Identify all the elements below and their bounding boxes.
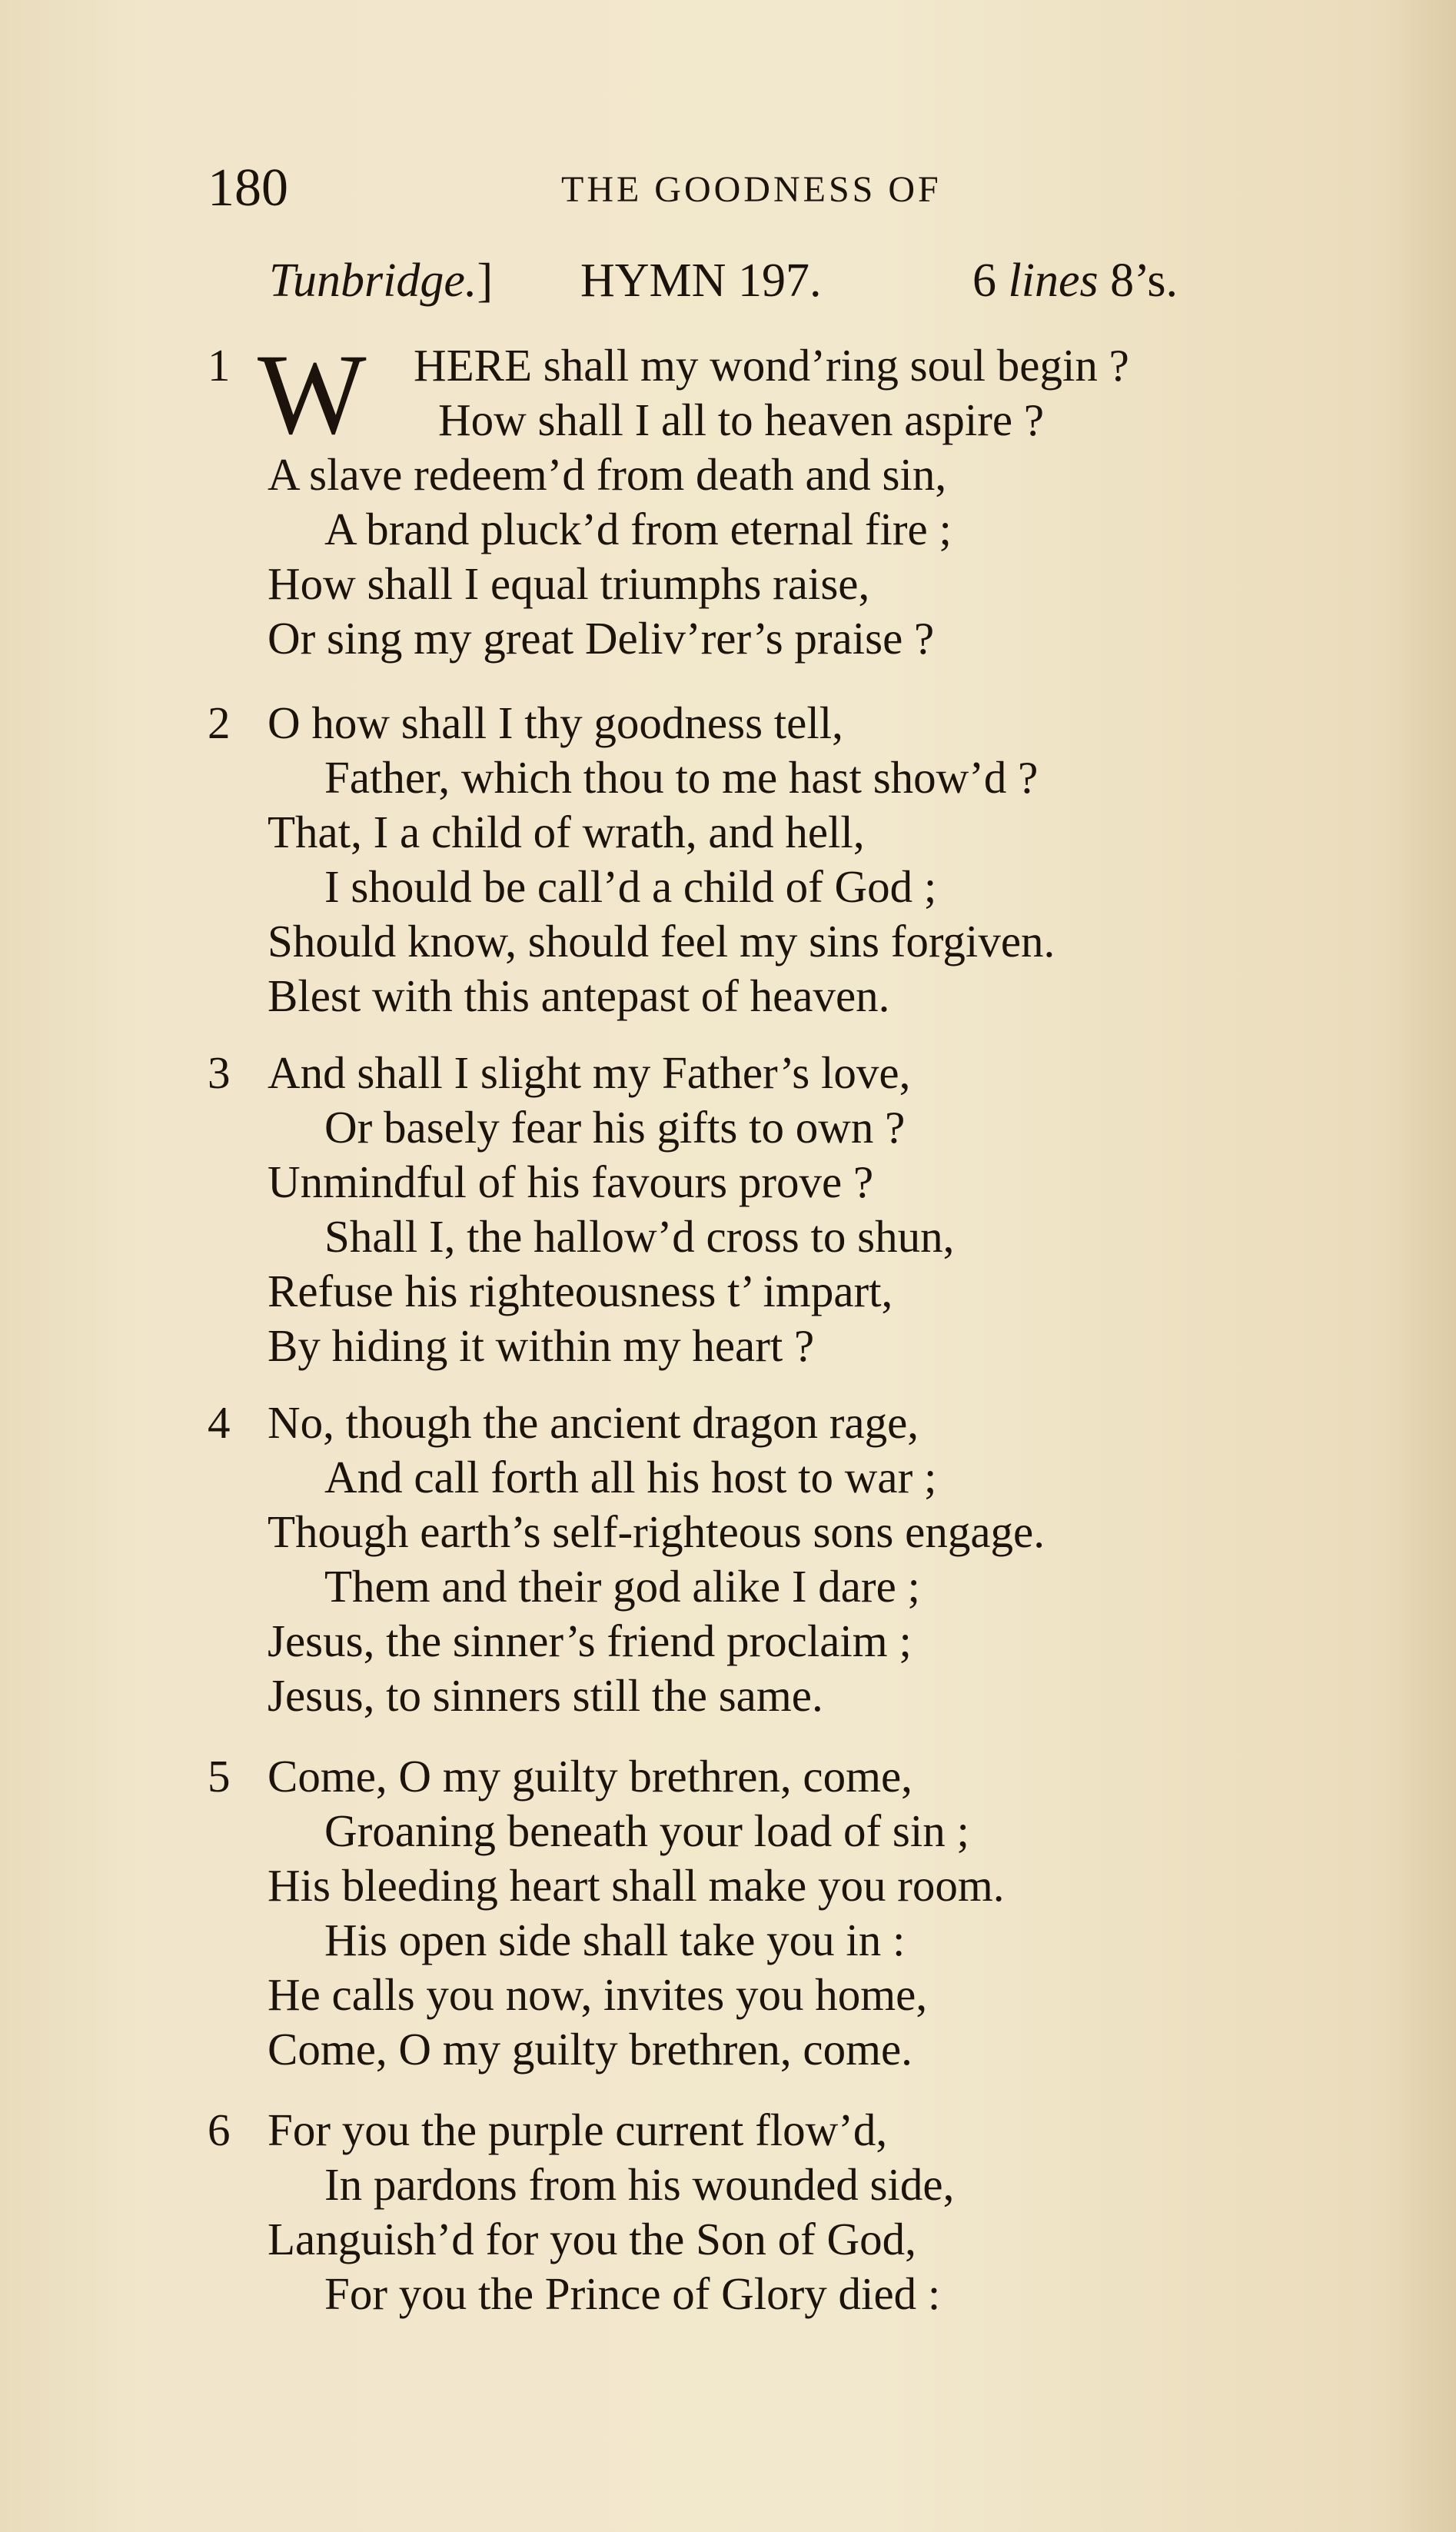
verse-line: His open side shall take you in :	[324, 1915, 906, 1965]
verse-line: Jesus, the sinner’s friend proclaim ;	[268, 1615, 912, 1666]
verse-line: I should be call’d a child of God ;	[324, 861, 937, 912]
drop-cap: W	[258, 331, 367, 458]
verse-line: Blest with this antepast of heaven.	[268, 970, 890, 1021]
verse-line: His bleeding heart shall make you room.	[268, 1860, 1005, 1911]
verse-line: How shall I equal triumphs raise,	[268, 558, 870, 609]
stanza-number: 3	[208, 1047, 231, 1098]
page-number: 180	[208, 158, 288, 218]
verse-line: A slave redeem’d from death and sin,	[268, 449, 947, 500]
verse-line: 1 W HERE shall my wond’ring soul begin ?	[208, 331, 1129, 458]
stanza-number: 1	[208, 340, 231, 391]
running-head: THE GOODNESS OF	[561, 169, 942, 210]
verse-line: 2 O how shall I thy goodness tell,	[208, 696, 1361, 750]
stanza-number: 5	[208, 1751, 231, 1802]
verse-line: That, I a child of wrath, and hell,	[268, 807, 865, 857]
verse-line: Or basely fear his gifts to own ?	[324, 1102, 906, 1153]
verse-line: Languish’d for you the Son of God,	[268, 2214, 916, 2264]
hymn-title: HYMN 197.	[580, 255, 822, 307]
stanza-6	[208, 2103, 1361, 2321]
verse-line: Unmindful of his favours prove ?	[268, 1156, 874, 1207]
verse-line: How shall I all to heaven aspire ?	[438, 394, 1045, 445]
verse-line: For you the Prince of Glory died :	[324, 2268, 941, 2319]
stanza-4	[208, 1396, 1361, 1723]
verse-line: Come, O my guilty brethren, come.	[268, 2024, 912, 2075]
stanza-number: 6	[208, 2104, 231, 2155]
verse-line: Them and their god alike I dare ;	[324, 1561, 920, 1612]
tune-name: Tunbridge.]	[269, 255, 494, 307]
stanza-3	[208, 1046, 1361, 1373]
stanza-2	[208, 696, 1361, 1023]
verse-line: 5 Come, O my guilty brethren, come,	[208, 1749, 1361, 1804]
stanza-1	[208, 331, 1361, 666]
verse-line: A brand pluck’d from eternal fire ;	[324, 504, 952, 554]
verse-line: 6 For you the purple current flow’d,	[208, 2103, 1361, 2158]
verse-line: Though earth’s self-righteous sons engage.	[268, 1506, 1045, 1557]
verse-line: Father, which thou to me hast show’d ?	[324, 752, 1039, 803]
hymn-heading	[269, 246, 1345, 315]
verse-line: Jesus, to sinners still the same.	[268, 1670, 823, 1721]
stanza-number: 2	[208, 697, 231, 748]
verse-line: 3 And shall I slight my Father’s love,	[208, 1046, 1361, 1100]
verse-line: He calls you now, invites you home,	[268, 1969, 928, 2020]
verse-line: 4 No, though the ancient dragon rage,	[208, 1396, 1361, 1450]
verse-line: And call forth all his host to war ;	[324, 1452, 937, 1502]
stanza-5	[208, 1749, 1361, 2077]
page-header	[208, 158, 1315, 219]
verse-line: Shall I, the hallow’d cross to shun,	[324, 1211, 955, 1262]
verse-line: Should know, should feel my sins forgiven.	[268, 916, 1055, 967]
stanza-number: 4	[208, 1397, 231, 1448]
verse-line: Groaning beneath your load of sin ;	[324, 1805, 969, 1856]
hymn-meter: 6 lines 8’s.	[972, 255, 1178, 307]
verse-line: In pardons from his wounded side,	[324, 2159, 955, 2210]
verse-line: Or sing my great Deliv’rer’s praise ?	[268, 613, 935, 664]
verse-line: By hiding it within my heart ?	[268, 1320, 815, 1371]
verse-line: Refuse his righteousness t’ impart,	[268, 1266, 893, 1316]
